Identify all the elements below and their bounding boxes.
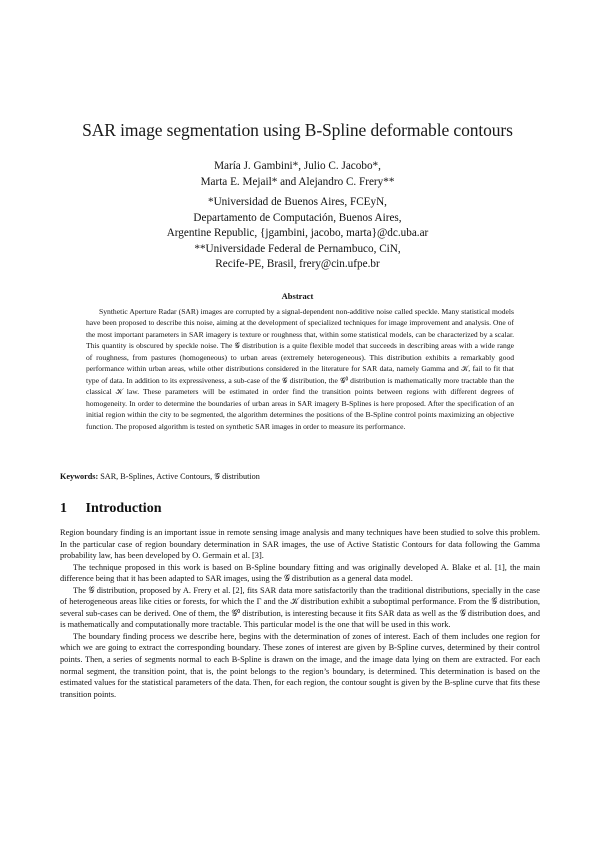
keywords-line	[60, 472, 540, 482]
keywords-label: Keywords:	[60, 472, 99, 481]
body-paragraph: Region boundary finding is an important issue in remote sensing image analysis and many techniques have been studied to solve this problem. In the particular case of region boundary determination in SAR images, the use of Active Statistic Contours for data following the Gamma probability law, has been developed by O. Germain et al. [3].	[60, 528, 540, 561]
body-paragraph: The technique proposed in this work is based on B-Spline boundary fitting and was originally developed A. Blake et al. [1], the main difference being that it has been adapted to SAR images, using the 𝒢 distribution as a general data model.	[60, 562, 540, 584]
affiliation-line: **Universidade Federal de Pernambuco, CiN,	[194, 242, 401, 255]
section-body	[60, 527, 540, 700]
author-line-1: María J. Gambini*, Julio C. Jacobo*,	[214, 160, 381, 172]
body-paragraph: The boundary finding process we describe here, begins with the determination of zones of interest. Each of them includes one region for which we are going to extract the corresponding boundary. These zones of interest are given by B-Spline curves, determined by their control points. Then, a series of segments normal to each B-Spline is drawn on the image, and the image data lying on them are extracted. For each normal segment, the transition point, that is, the point belongs to the region’s boundary, is determined. This determination is based on the estimated values for the statistical parameters of the data. Then, for each region, the contour sought is given by the B-spline curve that fits these transition points.	[60, 631, 540, 699]
section-number: 1	[60, 501, 67, 516]
author-list	[0, 158, 595, 190]
abstract-text: Synthetic Aperture Radar (SAR) images are corrupted by a signal-dependent non-additive noise called speckle. Many statistical models have been proposed to describe this noise, aiming at the development of specialized techniques for image improvement and analysis. One of the most important parameters in SAR imagery is texture or roughness that, within some statistical models, can be characterized by a scalar. This quantity is obscured by speckle noise. The 𝒢 distribution is a quite flexible model that succeeds in describing areas with a wide range of roughness, from pastures (homogeneous) to urban areas (extremely heterogeneous). This distribution exhibits a remarkably good performance within urban areas, while other distributions considered in the literature for SAR data, namely Gamma and 𝒦, fail to fit that type of data. In addition to its expressiveness, a sub-case of the 𝒢 distribution, the 𝒢⁰ distribution is mathematically more tractable than the classical 𝒦 law. These parameters will be estimated in order find the transition points between regions with different degrees of homogeneity. In order to determine the boundaries of urban areas in SAR imagery B-Splines is here proposed. After the specification of an initial region within the city to be segmented, the algorithm determines the positions of the B-Spline control points maximizing an objective function. The proposed algorithm is tested on synthetic SAR images in order to measure its performance.	[86, 307, 514, 431]
keywords-value: SAR, B-Splines, Active Contours, 𝒢 distribution	[100, 472, 260, 481]
affiliation-line: Departamento de Computación, Buenos Aires,	[193, 211, 402, 224]
paper-title: SAR image segmentation using B-Spline deformable contours	[82, 120, 513, 140]
body-paragraph: The 𝒢 distribution, proposed by A. Frery et al. [2], fits SAR data more satisfactorily than the traditional distributions, specially in the case of heterogeneous areas like cities or forests, for which the Γ and the 𝒦 distribution exhibit a suboptimal performance. From the 𝒢 distribution, several sub-cases can be derived. One of them, the 𝒢⁰ distribution, is interesting because it fits SAR data as well as the 𝒢 distribution does, and is mathematically and computationally more tractable. This particular model is the one that will be used in this work.	[60, 585, 540, 630]
section-heading	[60, 501, 161, 517]
affiliation-line: Argentine Republic, {jgambini, jacobo, marta}@dc.uba.ar	[166, 227, 429, 240]
abstract-heading: Abstract	[281, 291, 314, 301]
affiliations	[0, 195, 595, 273]
affiliation-line: *Universidad de Buenos Aires, FCEyN,	[208, 196, 387, 208]
affiliation-line: Recife-PE, Brasil, frery@cin.ufpe.br	[215, 258, 380, 271]
section-title: Introduction	[85, 501, 162, 516]
author-line-2: Marta E. Mejail* and Alejandro C. Frery**	[200, 176, 395, 188]
